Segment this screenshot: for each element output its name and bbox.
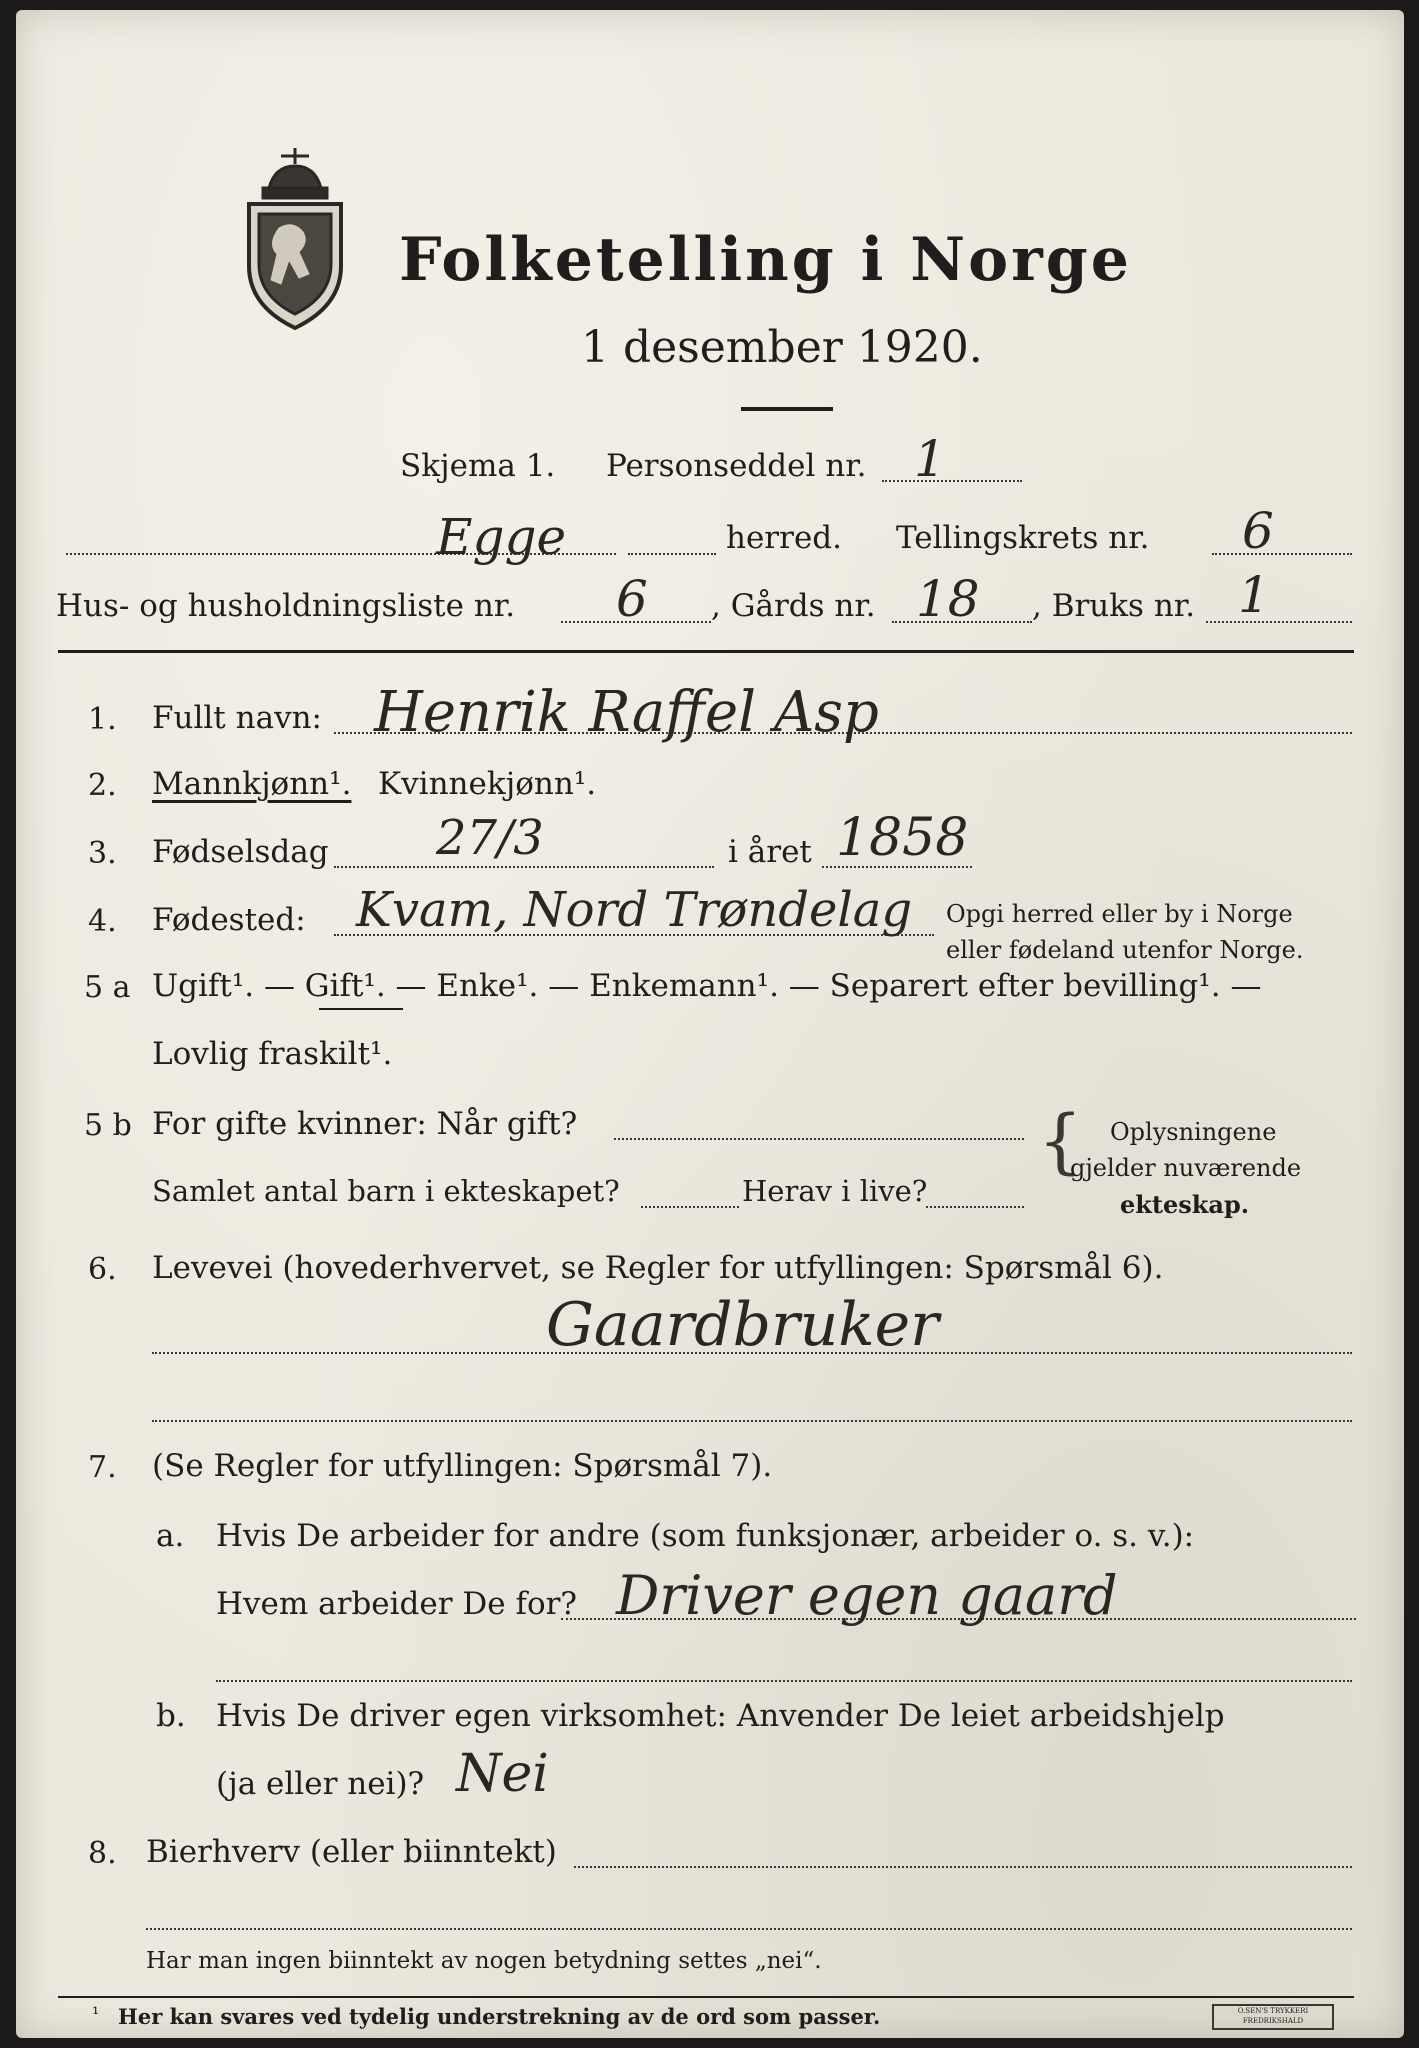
- q3-number: 3.: [88, 836, 117, 871]
- q6-line1: [152, 1352, 1352, 1354]
- q4-hint-line1: Opgi herred eller by i Norge: [946, 900, 1293, 928]
- q1-label: Fullt navn:: [152, 700, 322, 736]
- q8-label: Bierhverv (eller biinntekt): [146, 1834, 557, 1870]
- gards-label: , Gårds nr.: [711, 588, 876, 624]
- q5b-note-line3: ekteskap.: [1120, 1190, 1250, 1219]
- tellingskrets-value: 6: [1242, 502, 1274, 560]
- q2-number: 2.: [88, 768, 117, 803]
- q5b-married-label: For gifte kvinner: Når gift?: [152, 1106, 578, 1142]
- q8-number: 8.: [88, 1836, 117, 1871]
- q7-number: 7.: [88, 1450, 117, 1485]
- q5b-alive-line: [926, 1206, 1024, 1208]
- q4-label: Fødested:: [152, 902, 306, 938]
- census-date: 1 desember 1920.: [581, 322, 983, 373]
- q7a-employer-label: Hvem arbeider De for?: [216, 1586, 578, 1622]
- q1-full-name: Henrik Raffel Asp: [374, 680, 879, 745]
- q8-line2: [146, 1928, 1352, 1930]
- q5a-marital-options-cont: Lovlig fraskilt¹.: [152, 1036, 393, 1072]
- bruks-value: 1: [1238, 566, 1270, 624]
- q7a-question: Hvis De arbeider for andre (som funksjonær, arbeider o. s. v.):: [216, 1518, 1195, 1554]
- herred-label: herred.: [726, 520, 842, 556]
- q4-hint-line2: eller fødeland utenfor Norge.: [946, 936, 1304, 964]
- personseddel-label: Personseddel nr.: [606, 448, 867, 484]
- q5a-gift-underline: [319, 1008, 403, 1010]
- bruks-line: [1206, 621, 1352, 623]
- footnote-text: Her kan svares ved tydelig understrekning av de ord som passer.: [118, 2004, 881, 2029]
- q4-number: 4.: [88, 904, 117, 939]
- q7b-answer-label: (ja eller nei)?: [216, 1766, 425, 1802]
- norwegian-coat-of-arms-icon: [229, 148, 361, 334]
- header-separator: [58, 650, 1354, 653]
- q7a-letter: a.: [156, 1518, 185, 1554]
- q3-label: Fødselsdag: [152, 834, 329, 870]
- q6-label: Levevei (hovederhvervet, se Regler for utfyllingen: Spørsmål 6).: [152, 1250, 1164, 1286]
- footnote-mark: ¹: [92, 2004, 100, 2025]
- q5b-brace: {: [1038, 1100, 1083, 1182]
- q7a-employer-value: Driver egen gaard: [616, 1564, 1118, 1627]
- skjema-label: Skjema 1.: [400, 448, 556, 484]
- printer-stamp: O.SEN'S TRYKKERI FREDRIKSHALD: [1212, 2004, 1334, 2030]
- q3-birth-year: 1858: [836, 808, 969, 868]
- footer-note: Har man ingen biinntekt av nogen betydning settes „nei“.: [146, 1948, 822, 1974]
- herred-value: Egge: [436, 508, 567, 566]
- q2-female-option: Kvinnekjønn¹.: [378, 766, 597, 802]
- husliste-value: 6: [616, 570, 648, 628]
- q7a-extra-line: [216, 1680, 1352, 1682]
- gards-value: 18: [916, 570, 980, 628]
- tellingskrets-line: [1212, 553, 1352, 555]
- q4-birthplace: Kvam, Nord Trøndelag: [356, 882, 913, 938]
- q6-occupation: Gaardbruker: [546, 1290, 939, 1360]
- husliste-label: Hus- og husholdningsliste nr.: [56, 588, 516, 624]
- q7b-answer-value: Nei: [456, 1744, 549, 1804]
- q5b-note-line1: Oplysningene: [1110, 1118, 1277, 1146]
- q5b-children-label: Samlet antal barn i ekteskapet?: [152, 1174, 620, 1208]
- q5b-alive-label: Herav i live?: [742, 1174, 928, 1208]
- q3-day-line: [334, 866, 714, 868]
- q5b-note-line2: gjelder nuværende: [1070, 1154, 1302, 1182]
- bruks-label: , Bruks nr.: [1032, 588, 1196, 624]
- q5b-married-line: [614, 1138, 1024, 1140]
- herred-line-right: [628, 553, 716, 555]
- q2-male-option: Mannkjønn¹.: [152, 766, 352, 802]
- personseddel-line: [882, 480, 1022, 482]
- q6-number: 6.: [88, 1252, 117, 1287]
- census-form-sheet: [16, 10, 1404, 2038]
- personseddel-value: 1: [914, 430, 946, 488]
- title-divider: [741, 407, 833, 411]
- q5a-number: 5 a: [84, 970, 131, 1005]
- form-title: Folketelling i Norge: [399, 225, 1132, 295]
- q1-number: 1.: [88, 702, 117, 737]
- q5b-number: 5 b: [84, 1108, 132, 1143]
- footer-separator: [58, 1996, 1354, 1998]
- q7-label: (Se Regler for utfyllingen: Spørsmål 7).: [152, 1448, 773, 1484]
- q3-year-label: i året: [728, 834, 812, 870]
- q7b-letter: b.: [156, 1698, 186, 1734]
- q5b-children-line: [641, 1206, 739, 1208]
- q3-birth-day: 27/3: [436, 810, 544, 866]
- q8-line1: [574, 1866, 1352, 1868]
- q7b-question: Hvis De driver egen virksomhet: Anvender De leiet arbeidshjelp: [216, 1698, 1225, 1734]
- tellingskrets-label: Tellingskrets nr.: [896, 520, 1150, 556]
- q6-line2: [152, 1420, 1352, 1422]
- q5a-marital-options: Ugift¹. — Gift¹. — Enke¹. — Enkemann¹. — Separert efter bevilling¹. —: [152, 968, 1262, 1004]
